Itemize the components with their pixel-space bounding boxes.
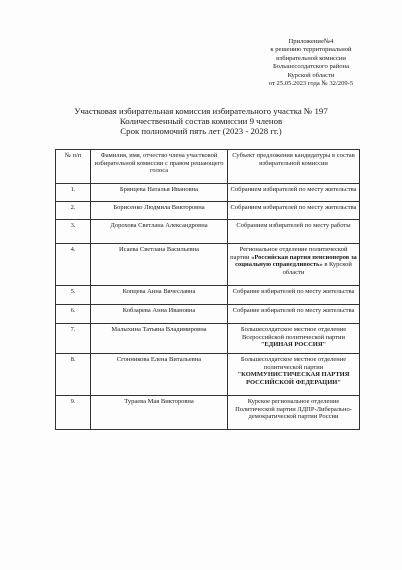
table-row — [56, 220, 360, 244]
appendix-line: Приложение№4 — [288, 38, 334, 45]
nominating-body: Собранием избирателей по месту работы — [228, 220, 360, 244]
appendix-line: от 25.05.2023 года № 32/209-5 — [268, 80, 354, 88]
table-row — [56, 396, 360, 430]
header-name: Фамилия, имя, отчество члена участковой избирательной комиссии с правом решающего голоса — [91, 150, 228, 184]
party-name: «Российская партия пенсионеров за социальную справедливость» — [235, 253, 357, 269]
member-name: Кобзарева Анна Ивановна — [91, 305, 228, 324]
appendix-line: к решению территориальной — [270, 46, 352, 54]
appendix-line: Курской области — [287, 71, 335, 79]
member-name: Малыхина Татьяна Владимировна — [91, 324, 228, 354]
table-row — [56, 305, 360, 324]
header-source: Субъект предложения кандидатуры в состав избирательной комиссии — [228, 150, 360, 184]
row-number: 1. — [56, 184, 91, 202]
table-row — [56, 286, 360, 305]
nominating-body: Курское региональное отделение Политической партии ЛДПР-Либерально-демократической партии России — [228, 396, 360, 430]
nominating-body-text: Региональное отделение политической партии — [230, 246, 348, 261]
table-row — [56, 202, 360, 220]
document-heading — [30, 106, 372, 136]
row-number: 8. — [56, 354, 91, 396]
row-number: 3. — [56, 220, 91, 244]
member-name: Дорохова Светлана Александровна — [91, 220, 228, 244]
appendix-note — [236, 38, 386, 88]
table-header-row — [56, 150, 360, 184]
member-name: Исаева Светлана Васильевна — [91, 244, 228, 286]
row-number: 2. — [56, 202, 91, 220]
nominating-body: Собрание избирателей по месту жительства — [228, 305, 360, 324]
nominating-body-text: Большесолдатское местное отделение Всероссийской политической партии — [240, 326, 347, 341]
appendix-line: Большесолдатского района — [272, 63, 350, 71]
header-number: № п/п — [56, 150, 91, 184]
nominating-body: Собранием избирателей по месту жительства — [228, 184, 360, 202]
member-count: Количественный состав комиссии 9 членов — [119, 116, 283, 126]
row-number: 7. — [56, 324, 91, 354]
member-name: Брянцева Наталья Ивановна — [91, 184, 228, 202]
members-table — [55, 149, 360, 430]
party-name: "ЕДИНАЯ РОССИЯ" — [260, 341, 327, 349]
table-row — [56, 324, 360, 354]
nominating-body-text: Большесолдатское местное отделение политической партии — [240, 356, 347, 371]
term-of-office: Срок полномочий пять лет (2023 - 2028 гг.) — [120, 126, 282, 136]
party-name: "КОММУНИСТИЧЕСКАЯ ПАРТИЯ РОССИЙСКОЙ ФЕДЕРАЦИИ" — [237, 371, 350, 386]
row-number: 4. — [56, 244, 91, 286]
nominating-body — [228, 354, 360, 396]
nominating-body — [228, 244, 360, 286]
table-row — [56, 244, 360, 286]
nominating-body: Собрание избирателей по месту жительства — [228, 286, 360, 305]
nominating-body-suffix: в Курской области — [282, 261, 352, 276]
appendix-line: избирательной комиссии — [276, 54, 346, 62]
table-row — [56, 354, 360, 396]
row-number: 5. — [56, 286, 91, 305]
member-name: Тураева Мая Викторовна — [91, 396, 228, 430]
table-row — [56, 184, 360, 202]
row-number: 6. — [56, 305, 91, 324]
member-name: Копцева Анна Вячеславна — [91, 286, 228, 305]
member-name: Борисенко Людмила Викторовна — [91, 202, 228, 220]
nominating-body — [228, 324, 360, 354]
commission-title: Участковая избирательная комиссия избирательного участка № 197 — [74, 106, 328, 116]
member-name: Сгонникова Елена Витальевна — [91, 354, 228, 396]
row-number: 9. — [56, 396, 91, 430]
nominating-body: Собранием избирателей по месту жительства — [228, 202, 360, 220]
